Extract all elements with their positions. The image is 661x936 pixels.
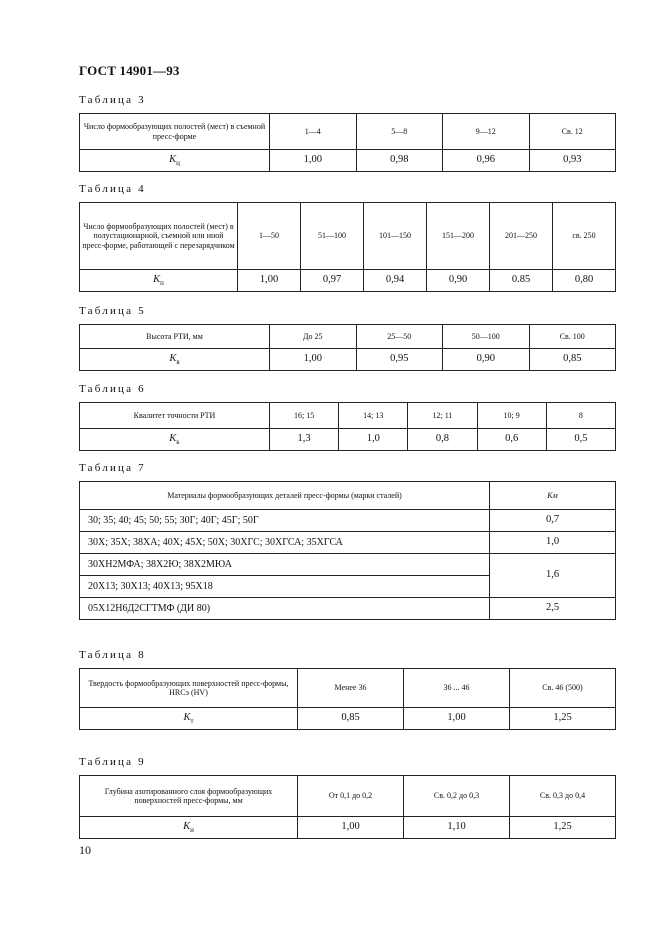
table6-value: 0,8 — [408, 429, 477, 451]
table9-col: Св. 0,3 до 0,4 — [510, 776, 616, 817]
table8-value: 1,00 — [404, 708, 510, 730]
table5-value: 0,95 — [356, 349, 443, 371]
table6-caption: Таблица 6 — [79, 383, 146, 395]
table8-caption: Таблица 8 — [79, 649, 146, 661]
table7-material: 20Х13; 30Х13; 40Х13; 95Х18 — [80, 576, 490, 598]
table9-symbol: $K_и$ — [80, 817, 298, 839]
table6-col: 16; 15 — [270, 403, 339, 429]
table3-value: 0,98 — [356, 150, 443, 172]
table4-col: 1—50 — [238, 203, 301, 270]
table4-symbol: $K_п$ — [80, 270, 238, 292]
table-3 — [79, 113, 616, 172]
table9-col: От 0,1 до 0,2 — [298, 776, 404, 817]
table3-col: Св. 12 — [529, 114, 616, 150]
table-4 — [79, 202, 616, 292]
table3-header-label: Число формообразующих полостей (мест) в съемной пресс-форме — [80, 114, 270, 150]
table-6 — [79, 402, 616, 451]
table5-value: 0,85 — [529, 349, 616, 371]
table9-value: 1,25 — [510, 817, 616, 839]
table4-value: 0,80 — [553, 270, 616, 292]
table9-value: 1,10 — [404, 817, 510, 839]
table9-header-label: Глубина азотированного слоя формообразующих поверхностей пресс-формы, мм — [80, 776, 298, 817]
table7-value: 0,7 — [490, 510, 616, 532]
table3-value: 1,00 — [270, 150, 357, 172]
table5-symbol: $K_в$ — [80, 349, 270, 371]
table7-header-coef: Kм — [490, 482, 616, 510]
table4-value: 0,90 — [427, 270, 490, 292]
table9-col: Св. 0,2 до 0,3 — [404, 776, 510, 817]
table4-col: 201—250 — [490, 203, 553, 270]
table4-value: 0,94 — [364, 270, 427, 292]
table8-col: Св. 46 (500) — [510, 669, 616, 708]
table4-caption: Таблица 4 — [79, 183, 146, 195]
table3-caption: Таблица 3 — [79, 94, 146, 106]
table5-value: 1,00 — [270, 349, 357, 371]
table6-header-label: Квалитет точности РТИ — [80, 403, 270, 429]
table7-header-materials: Материалы формообразующих деталей пресс-формы (марки сталей) — [80, 482, 490, 510]
table-5 — [79, 324, 616, 371]
table4-col: св. 250 — [553, 203, 616, 270]
table4-col: 101—150 — [364, 203, 427, 270]
document-header: ГОСТ 14901—93 — [79, 63, 180, 78]
table4-col: 51—100 — [301, 203, 364, 270]
table3-value: 0,96 — [443, 150, 530, 172]
table3-col: 9—12 — [443, 114, 530, 150]
table8-value: 0,85 — [298, 708, 404, 730]
table5-value: 0,90 — [443, 349, 530, 371]
table7-material: 05Х12Н6Д2СГТМФ (ДИ 80) — [80, 598, 490, 620]
table9-caption: Таблица 9 — [79, 756, 146, 768]
table-7 — [79, 481, 616, 620]
table6-col: 12; 11 — [408, 403, 477, 429]
table5-col: 50—100 — [443, 325, 530, 349]
table7-material: 30ХН2МФА; 38Х2Ю; 38Х2МЮА — [80, 554, 490, 576]
table5-col: До 25 — [270, 325, 357, 349]
table9-value: 1,00 — [298, 817, 404, 839]
table6-value: 1,3 — [270, 429, 339, 451]
table4-value: 0,97 — [301, 270, 364, 292]
table4-header-label: Число формообразующих полостей (мест) в полустационарной, съемной или иной пресс-форме, работающей с перезарядчиком — [80, 203, 238, 270]
table8-header-label: Твердость формообразующих поверхностей пресс-формы, HRCэ (HV) — [80, 669, 298, 708]
table7-material: 30Х; 35Х; 38ХА; 40Х; 45Х; 50Х; 30ХГС; 30ХГСА; 35ХГСА — [80, 532, 490, 554]
table3-symbol: $K_ц$ — [80, 150, 270, 172]
table3-value: 0,93 — [529, 150, 616, 172]
table8-symbol: $K_т$ — [80, 708, 298, 730]
table-9 — [79, 775, 616, 839]
table4-value: 1,00 — [238, 270, 301, 292]
table8-col: 36 ... 46 — [404, 669, 510, 708]
table6-col: 10; 9 — [477, 403, 546, 429]
table7-material: 30; 35; 40; 45; 50; 55; 30Г; 40Г; 45Г; 50Г — [80, 510, 490, 532]
table5-col: Св. 100 — [529, 325, 616, 349]
table7-value: 2,5 — [490, 598, 616, 620]
table4-value: 0.85 — [490, 270, 553, 292]
table8-col: Менее 36 — [298, 669, 404, 708]
table5-col: 25—50 — [356, 325, 443, 349]
table6-symbol: $K_к$ — [80, 429, 270, 451]
table3-col: 5—8 — [356, 114, 443, 150]
table5-caption: Таблица 5 — [79, 305, 146, 317]
table4-col: 151—200 — [427, 203, 490, 270]
table7-value: 1,6 — [490, 554, 616, 598]
table3-col: 1—4 — [270, 114, 357, 150]
table6-value: 0,6 — [477, 429, 546, 451]
table6-col: 14; 13 — [339, 403, 408, 429]
table7-caption: Таблица 7 — [79, 462, 146, 474]
page-number: 10 — [79, 843, 91, 857]
table6-col: 8 — [546, 403, 615, 429]
table6-value: 0,5 — [546, 429, 615, 451]
table8-value: 1,25 — [510, 708, 616, 730]
table7-value: 1,0 — [490, 532, 616, 554]
table-8 — [79, 668, 616, 730]
table6-value: 1,0 — [339, 429, 408, 451]
table5-header-label: Высота РТИ, мм — [80, 325, 270, 349]
